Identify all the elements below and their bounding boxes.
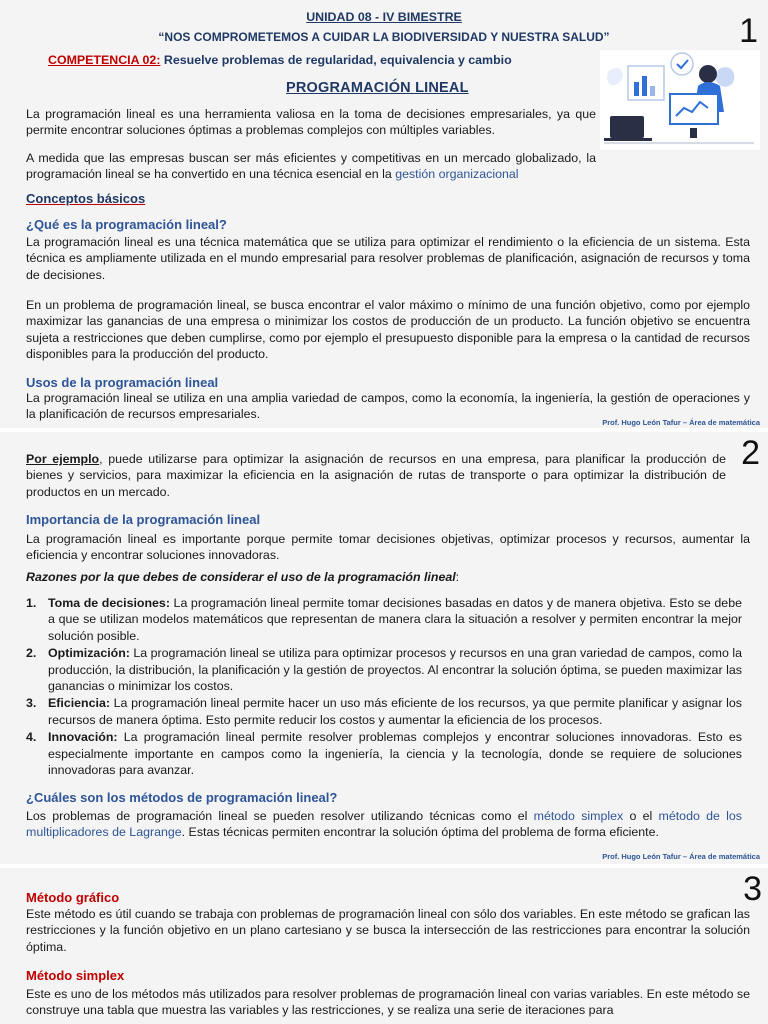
page-number: 2	[741, 434, 760, 472]
intro-paragraph-2-text: A medida que las empresas buscan ser más eficientes y competitivas en un mercado globalizado, la programación lineal se ha convertido en una técnica esencial en la	[26, 151, 596, 182]
reason-label: Innovación:	[48, 730, 118, 745]
author-footer: Prof. Hugo León Tafur – Área de matemática	[602, 852, 760, 861]
q1-paragraph-2: En un problema de programación lineal, se busca encontrar el valor máximo o mínimo de una función objetivo, como por ejemplo maximizar las ganancias de una empresa o minimizar los costos de producción de un producto. La función objetivo se encuentra sujeta a restricciones que deben cumplirse, como por ejemplo el presupuesto disponible para la empresa o la cantidad de recursos disponibles para la producción del producto.	[26, 298, 750, 362]
reasons-list	[26, 595, 742, 779]
slide-2	[0, 432, 768, 864]
importance-paragraph: La programación lineal es importante porque permite tomar decisiones objetivas, optimizar procesos y recursos, aumentar la eficiencia y encontrar soluciones innovadoras.	[26, 532, 750, 563]
unit-title: UNIDAD 08 - IV BIMESTRE	[306, 10, 462, 24]
page-title: PROGRAMACIÓN LINEAL	[286, 80, 469, 96]
q1-paragraph-1: La programación lineal es una técnica matemática que se utiliza para optimizar el rendimiento o la eficiencia de un sistema. Esta técnica es ampliamente utilizada en el mundo empresarial para resolver problemas de planificación, asignación de recursos y toma de decisiones.	[26, 235, 750, 282]
reason-text: La programación lineal permite hacer un uso más eficiente de los recursos, ya que permite planificar y asignar los recursos de manera óptima. Esto permite reducir los costos y aumentar la eficiencia de los procesos.	[48, 696, 742, 727]
analytics-illustration	[600, 50, 760, 150]
reason-label: Optimización:	[48, 646, 130, 661]
slide-3	[0, 868, 768, 1024]
slide-1	[0, 0, 768, 428]
importance-heading: Importancia de la programación lineal	[26, 512, 261, 527]
reason-label: Toma de decisiones:	[48, 596, 170, 610]
reason-text: La programación lineal permite tomar decisiones basadas en datos y de manera objetiva. Esto se debe a que se utilizan modelos matemáticos que representan de manera clara la situación a resolver y permiten encontrar la mejor solución posible.	[48, 596, 742, 643]
reasons-heading-text: Razones por la que debes de considerar el uso de la programación lineal	[26, 570, 456, 584]
methods-text-b: o el	[623, 809, 659, 823]
reason-number: 2.	[26, 646, 37, 661]
gestion-organizacional-link[interactable]: gestión organizacional	[395, 167, 519, 182]
reason-number: 4.	[26, 730, 37, 745]
intro-paragraph-1: La programación lineal es una herramienta valiosa en la toma de decisiones empresariales, ya que permite encontrar soluciones óptimas a problemas complejos con múltiples variables.	[26, 107, 596, 138]
methods-text-c: . Estas técnicas permiten encontrar la solución óptima del problema de forma eficiente.	[181, 825, 659, 840]
list-item	[26, 595, 742, 644]
metodo-simplex-link[interactable]: método simplex	[533, 809, 624, 823]
author-footer: Prof. Hugo León Tafur – Área de matemática	[602, 418, 760, 427]
list-item	[26, 729, 742, 778]
competency-text: Resuelve problemas de regularidad, equivalencia y cambio	[160, 53, 512, 67]
competency-label: COMPETENCIA 02:	[48, 53, 161, 67]
reason-number: 3.	[26, 696, 37, 711]
motto: “NOS COMPROMETEMOS A CUIDAR LA BIODIVERSIDAD Y NUESTRA SALUD”	[158, 30, 610, 44]
methods-paragraph	[26, 808, 742, 841]
reasons-heading-colon: :	[455, 570, 460, 584]
reason-text: La programación lineal se utiliza para optimizar procesos y recursos en una gran variedad de campos, como la producción, la distribución, la planificación y la gestión de proyectos. Al encontrar la solución óptima, se pueden maximizar las ganancias o minimizar los costos.	[48, 646, 742, 694]
methods-heading: ¿Cuáles son los métodos de programación lineal?	[26, 790, 338, 805]
metodo-lagrange-link[interactable]: método de los multiplicadores de Lagrange	[26, 809, 742, 840]
section-heading: Conceptos básicos	[26, 191, 146, 206]
reasons-heading	[26, 569, 459, 585]
reason-label: Eficiencia:	[48, 696, 110, 711]
reason-number: 1.	[26, 596, 37, 610]
uses-heading: Usos de la programación lineal	[26, 375, 219, 390]
simplex-method-heading: Método simplex	[26, 968, 125, 983]
reason-text: La programación lineal permite resolver problemas complejos y encontrar soluciones innovadoras. Esto es especialmente importante en campos como la ingeniería, la ciencia y la tecnología, donde se requiere de soluciones innovadoras para avanzar.	[48, 730, 742, 778]
list-item	[26, 645, 742, 694]
example-paragraph	[26, 451, 726, 500]
methods-text-a: Los problemas de programación lineal se pueden resolver utilizando técnicas como el	[26, 809, 534, 823]
page-number: 3	[743, 870, 762, 908]
simplex-method-paragraph: Este es uno de los métodos más utilizados para resolver problemas de programación lineal con varias variables. En este método se construye una tabla que muestra las variables y las restricciones, y se realiza una serie de iteraciones para	[26, 987, 750, 1018]
competency-line	[48, 52, 512, 68]
example-text: , puede utilizarse para optimizar la asignación de recursos en una empresa, para planificar la producción de bienes y servicios, para maximizar la eficiencia en la asignación de rutas de transporte o para optimizar la distribución de productos en un mercado.	[26, 452, 726, 499]
graphic-method-paragraph: Este método es útil cuando se trabaja con problemas de programación lineal con sólo dos variables. En este método se grafican las restricciones y la función objetivo en un plano cartesiano y se busca la intersección de las restricciones para encontrar la solución óptima.	[26, 907, 750, 954]
intro-paragraph-2	[26, 150, 596, 183]
list-item	[26, 695, 742, 728]
graphic-method-heading: Método gráfico	[26, 890, 120, 905]
q1-heading: ¿Qué es la programación lineal?	[26, 217, 227, 232]
page-number: 1	[739, 12, 758, 50]
uses-paragraph: La programación lineal se utiliza en una amplia variedad de campos, como la economía, la ingeniería, la gestión de operaciones y la planificación de recursos empresariales.	[26, 391, 750, 422]
example-label: Por ejemplo	[26, 452, 100, 466]
